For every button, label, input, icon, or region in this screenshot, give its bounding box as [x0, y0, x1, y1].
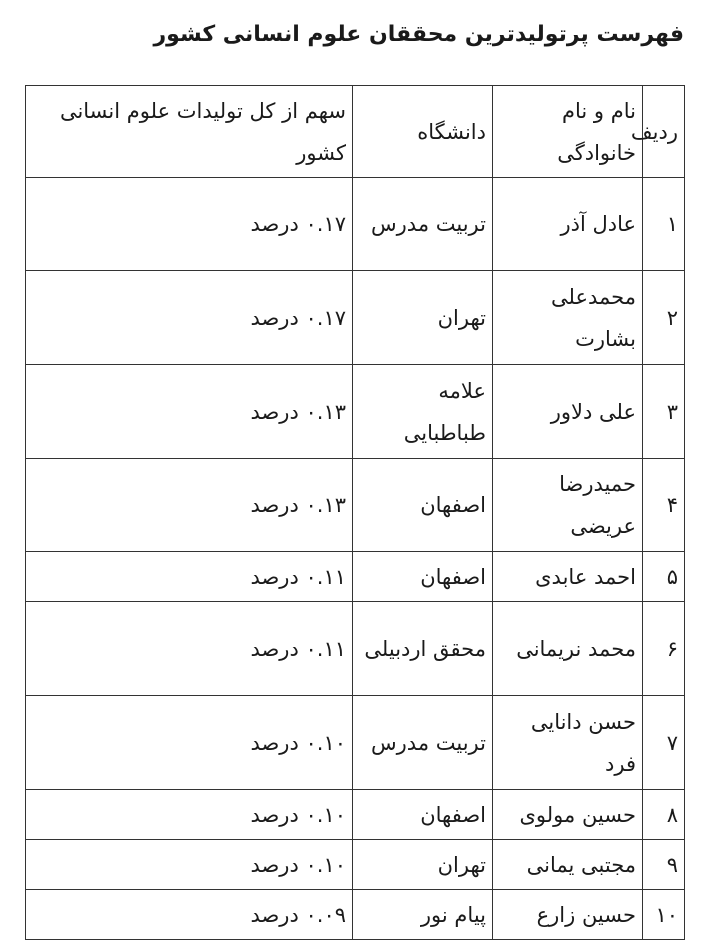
row-university: اصفهان	[353, 459, 493, 552]
header-rank: ردیف	[643, 86, 685, 178]
row-rank: ۱	[643, 178, 685, 271]
row-share: ۰.۱۷ درصد	[26, 178, 353, 271]
table-row	[26, 890, 685, 940]
row-rank: ۷	[643, 696, 685, 790]
table-row	[26, 365, 685, 459]
table-row	[26, 459, 685, 552]
row-name: حسن دانایی فرد	[493, 696, 643, 790]
row-name: احمد عابدی	[493, 552, 643, 602]
table-row	[26, 271, 685, 365]
table-row	[26, 696, 685, 790]
row-share: ۰.۱۰ درصد	[26, 696, 353, 790]
row-share: ۰.۱۳ درصد	[26, 459, 353, 552]
row-name: مجتبی یمانی	[493, 840, 643, 890]
row-university: تهران	[353, 840, 493, 890]
page-title: فهرست پرتولیدترین محققان علوم انسانی کشور	[153, 22, 684, 47]
row-rank: ۶	[643, 602, 685, 696]
row-university: علامه طباطبایی	[353, 365, 493, 459]
row-name: حسین مولوی	[493, 790, 643, 840]
row-university: تهران	[353, 271, 493, 365]
row-university: تربیت مدرس	[353, 178, 493, 271]
row-rank: ۴	[643, 459, 685, 552]
row-rank: ۹	[643, 840, 685, 890]
header-university: دانشگاه	[353, 86, 493, 178]
table-row	[26, 552, 685, 602]
table-row	[26, 178, 685, 271]
row-name: علی دلاور	[493, 365, 643, 459]
row-rank: ۲	[643, 271, 685, 365]
row-share: ۰.۱۷ درصد	[26, 271, 353, 365]
row-share: ۰.۰۹ درصد	[26, 890, 353, 940]
header-name: نام و نام خانوادگی	[493, 86, 643, 178]
row-university: محقق اردبیلی	[353, 602, 493, 696]
row-share: ۰.۱۳ درصد	[26, 365, 353, 459]
row-university: پیام نور	[353, 890, 493, 940]
row-name: حمیدرضا عریضی	[493, 459, 643, 552]
row-university: اصفهان	[353, 552, 493, 602]
row-university: اصفهان	[353, 790, 493, 840]
table-header-row	[26, 86, 685, 178]
row-share: ۰.۱۱ درصد	[26, 602, 353, 696]
row-name: محمدعلی بشارت	[493, 271, 643, 365]
row-rank: ۱۰	[643, 890, 685, 940]
table-row	[26, 840, 685, 890]
table-row	[26, 790, 685, 840]
row-share: ۰.۱۰ درصد	[26, 840, 353, 890]
row-share: ۰.۱۱ درصد	[26, 552, 353, 602]
row-share: ۰.۱۰ درصد	[26, 790, 353, 840]
researchers-table	[25, 85, 685, 940]
table-row	[26, 602, 685, 696]
row-rank: ۳	[643, 365, 685, 459]
row-rank: ۸	[643, 790, 685, 840]
header-share: سهم از کل تولیدات علوم انسانی کشور	[26, 86, 353, 178]
row-name: محمد نریمانی	[493, 602, 643, 696]
row-name: عادل آذر	[493, 178, 643, 271]
row-university: تربیت مدرس	[353, 696, 493, 790]
row-rank: ۵	[643, 552, 685, 602]
row-name: حسین زارع	[493, 890, 643, 940]
